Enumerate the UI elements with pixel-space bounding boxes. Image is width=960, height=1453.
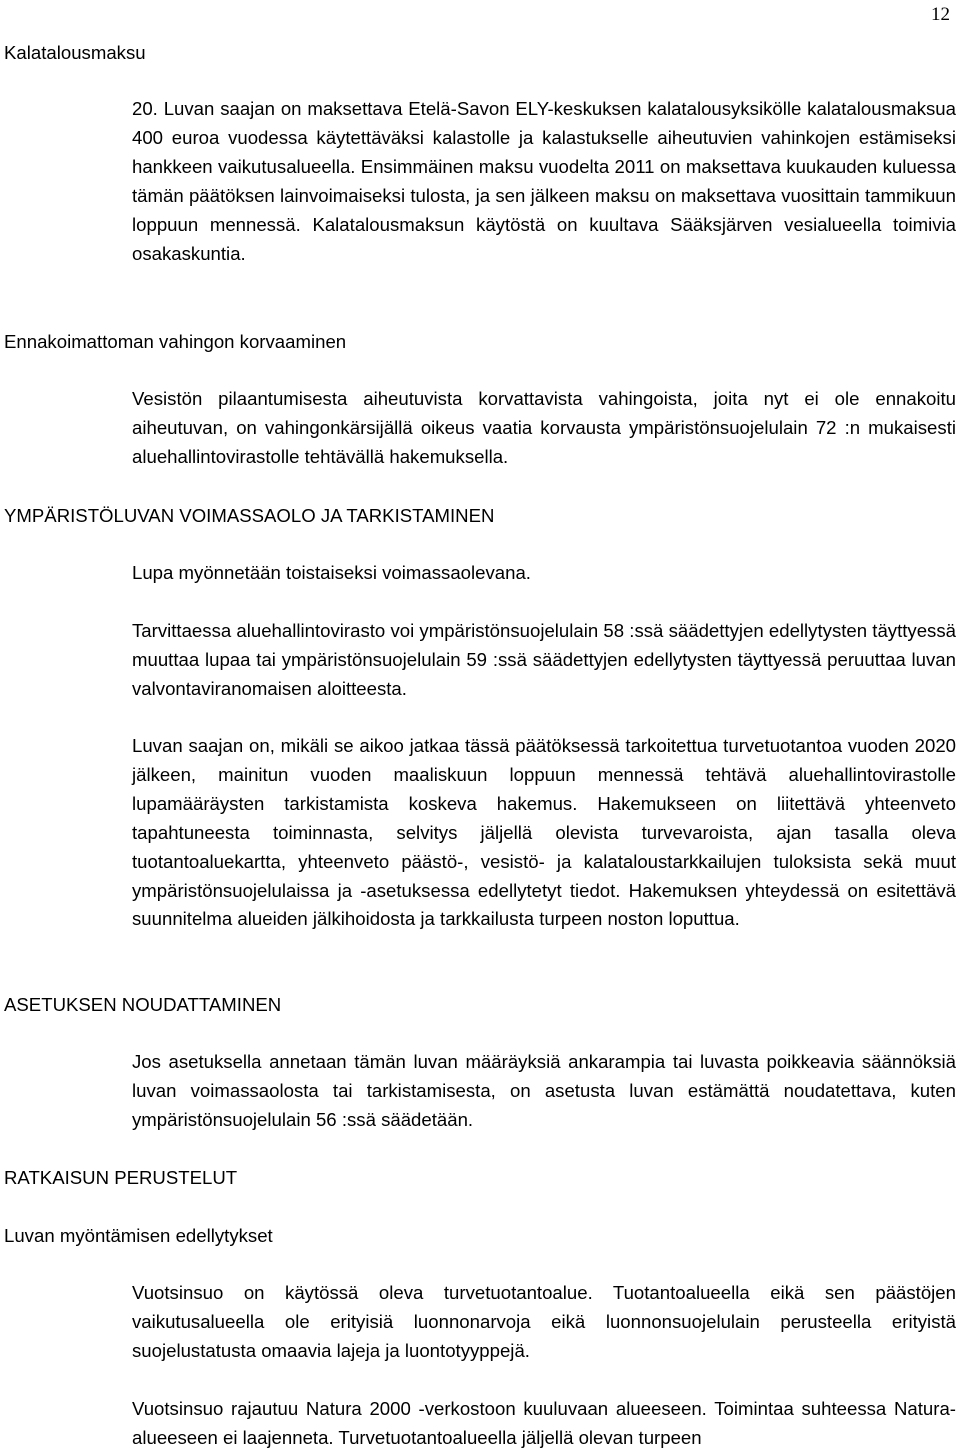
asetuksen-heading: ASETUKSEN NOUDATTAMINEN	[4, 994, 282, 1015]
voimassaolo-paragraph-1: Lupa myönnetään toistaiseksi voimassaolevana.	[132, 562, 531, 583]
voimassaolo-heading: YMPÄRISTÖLUVAN VOIMASSAOLO JA TARKISTAMINEN	[4, 505, 495, 526]
perustelut-heading: RATKAISUN PERUSTELUT	[4, 1167, 238, 1188]
edellytykset-paragraph-2: Vuotsinsuo rajautuu Natura 2000 -verkostoon kuuluvaan alueeseen. Toimintaa suhteessa Natura-alueeseen ei laajenneta. Turvetuotantoalueella jäljellä olevan turpeen	[132, 1398, 956, 1448]
ennakoimattoman-paragraph: Vesistön pilaantumisesta aiheutuvista korvattavista vahingoista, joita nyt ei ole ennakoitu aiheutuvan, on vahingonkärsijällä oikeus vaatia korvausta ympäristönsuojelulain 72 :n mukaisesti aluehallintovirastolle tehtävällä hakemuksella.	[132, 388, 956, 467]
edellytykset-heading: Luvan myöntämisen edellytykset	[4, 1225, 273, 1246]
asetuksen-paragraph: Jos asetuksella annetaan tämän luvan määräyksiä ankarampia tai luvasta poikkeavia säännöksiä luvan voimassaolosta tai tarkistamisesta, on asetusta luvan estämättä noudatettava, kuten ympäristönsuojelulain 56 :ssä säädetään.	[132, 1051, 956, 1130]
voimassaolo-paragraph-3: Luvan saajan on, mikäli se aikoo jatkaa tässä päätöksessä tarkoitettua turvetuotantoa vuoden 2020 jälkeen, mainitun vuoden maaliskuun loppuun mennessä tehtävä aluehallintovirastolle lupamääräysten tarkistamista koskeva hakemus. Hakemukseen on liitettävä yhteenveto tapahtuneesta toiminnasta, selvitys jäljellä olevista turvevaroista, ajan tasalla oleva tuotantoaluekartta, yhteenveto päästö-, vesistö- ja kalataloustarkkailujen tuloksista sekä muut ympäristönsuojelulaissa ja -asetuksessa edellytetyt tiedot. Hakemuksen yhteydessä on esitettävä suunnitelma alueiden jälkihoidosta ja tarkkailusta turpeen noston loputtua.	[132, 735, 956, 930]
running-title: Kalatalousmaksu	[4, 42, 146, 63]
page-number: 12	[931, 4, 950, 25]
voimassaolo-paragraph-2: Tarvittaessa aluehallintovirasto voi ympäristönsuojelulain 58 :ssä säädettyjen edellytysten täyttyessä muuttaa lupaa tai ympäristönsuojelulain 59 :ssä säädettyjen edellytysten täyttyessä peruuttaa luvan valvontaviranomaisen aloitteesta.	[132, 620, 956, 699]
kalatalousmaksu-paragraph: 20. Luvan saajan on maksettava Etelä-Savon ELY-keskuksen kalatalousyksikölle kalatalousmaksua 400 euroa vuodessa käytettäväksi kalastolle ja kalastukselle aiheutuvien vahinkojen estämiseksi hankkeen vaikutusalueella. Ensimmäinen maksu vuodelta 2011 on maksettava kuukauden kuluessa tämän päätöksen lainvoimaiseksi tulosta, ja sen jälkeen maksu on maksettava vuosittain tammikuun loppuun mennessä. Kalatalousmaksun käytöstä on kuultava Sääksjärven vesialueella toimivia osakaskuntia.	[132, 98, 956, 264]
edellytykset-paragraph-1: Vuotsinsuo on käytössä oleva turvetuotantoalue. Tuotantoalueella eikä sen päästöjen vaikutusalueella ole erityisiä luonnonarvoja eikä luonnonsuojelulain perusteella erityistä suojelustatusta omaavia lajeja ja luontotyyppejä.	[132, 1282, 956, 1361]
ennakoimattoman-heading: Ennakoimattoman vahingon korvaaminen	[4, 331, 347, 352]
